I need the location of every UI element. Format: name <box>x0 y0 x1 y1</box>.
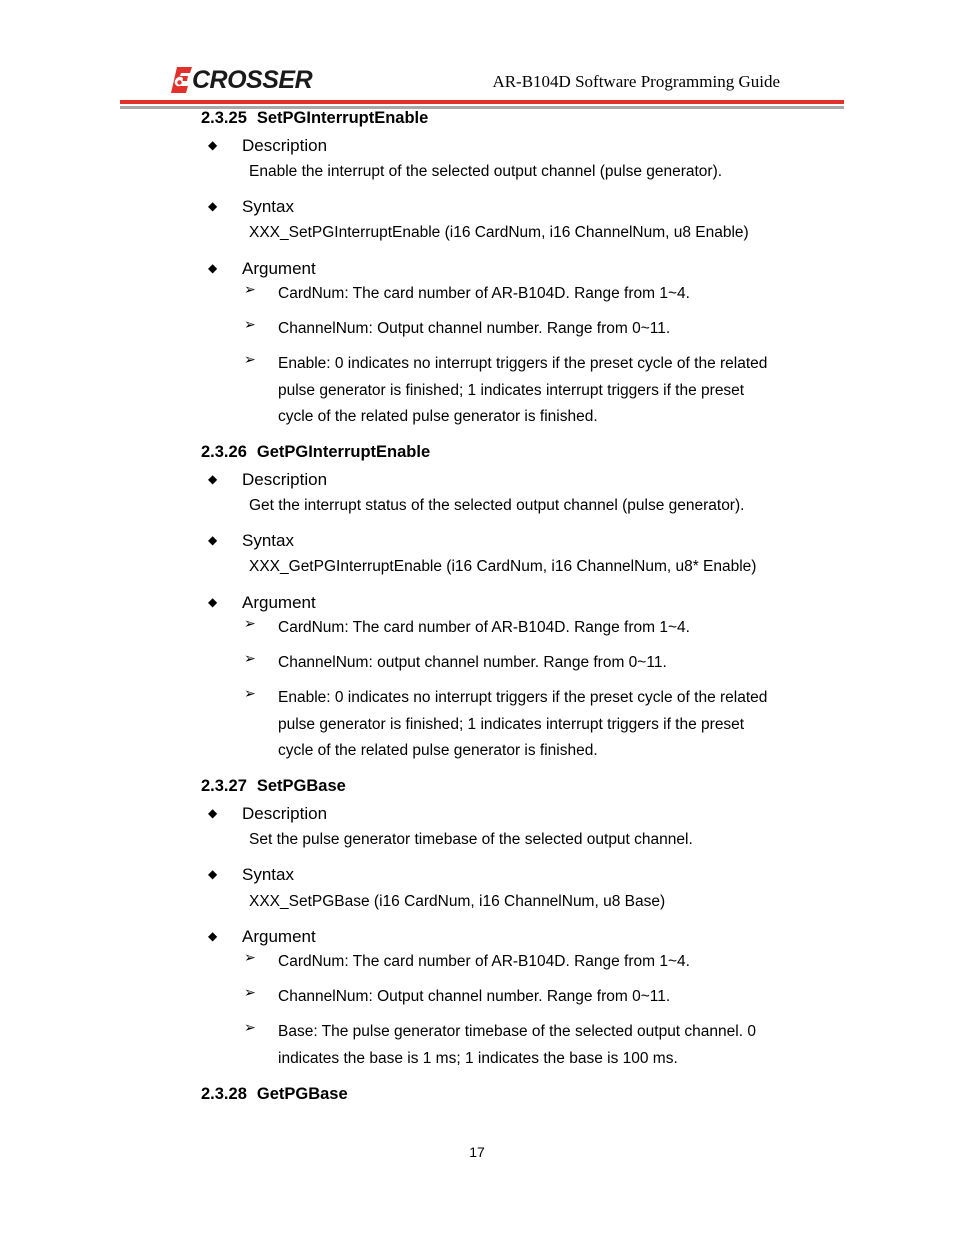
arrow-bullet-icon: ➢ <box>244 650 256 666</box>
section-title: 2.3.26 GetPGInterruptEnable <box>201 443 431 461</box>
arrow-bullet-icon: ➢ <box>244 351 256 367</box>
argument-bullet: ◆ Argument <box>208 927 316 946</box>
arrow-bullet-icon: ➢ <box>244 1019 256 1035</box>
syntax-text: XXX_SetPGInterruptEnable (i16 CardNum, i16 ChannelNum, u8 Enable) <box>249 224 749 241</box>
section-title: 2.3.28 GetPGBase <box>201 1085 348 1103</box>
description-bullet: ◆ Description <box>208 470 328 489</box>
diamond-bullet-icon: ◆ <box>208 867 218 881</box>
logo-text: CROSSER <box>192 65 313 94</box>
description-text: Set the pulse generator timebase of the selected output channel. <box>249 831 693 848</box>
description-bullet: ◆ Description <box>208 136 328 155</box>
syntax-bullet: ◆ Syntax <box>208 865 294 884</box>
section-title: 2.3.27 SetPGBase <box>201 777 346 795</box>
guide-title: AR-B104D Software Programming Guide <box>492 72 780 91</box>
description-text: Get the interrupt status of the selected output channel (pulse generator). <box>249 497 745 514</box>
diamond-bullet-icon: ◆ <box>208 138 218 152</box>
diamond-bullet-icon: ◆ <box>208 806 218 820</box>
acrosser-logo-mark-icon <box>170 65 194 95</box>
arrow-bullet-icon: ➢ <box>244 949 256 965</box>
header-rule-red <box>120 100 844 104</box>
diamond-bullet-icon: ◆ <box>208 929 218 943</box>
page-number: 17 <box>469 1144 485 1160</box>
syntax-bullet: ◆ Syntax <box>208 197 294 216</box>
arrow-bullet-icon: ➢ <box>244 281 256 297</box>
arrow-bullet-icon: ➢ <box>244 984 256 1000</box>
section-title: 2.3.25 SetPGInterruptEnable <box>201 109 429 127</box>
arrow-bullet-icon: ➢ <box>244 615 256 631</box>
diamond-bullet-icon: ◆ <box>208 261 218 275</box>
diamond-bullet-icon: ◆ <box>208 595 218 609</box>
argument-bullet: ◆ Argument <box>208 259 316 278</box>
page-header <box>0 0 954 110</box>
syntax-bullet: ◆ Syntax <box>208 531 294 550</box>
description-bullet: ◆ Description <box>208 804 328 823</box>
diamond-bullet-icon: ◆ <box>208 533 218 547</box>
syntax-text: XXX_GetPGInterruptEnable (i16 CardNum, i16 ChannelNum, u8* Enable) <box>249 558 757 575</box>
syntax-text: XXX_SetPGBase (i16 CardNum, i16 ChannelNum, u8 Base) <box>249 893 666 910</box>
diamond-bullet-icon: ◆ <box>208 472 218 486</box>
description-text: Enable the interrupt of the selected output channel (pulse generator). <box>249 163 723 180</box>
diamond-bullet-icon: ◆ <box>208 199 218 213</box>
arrow-bullet-icon: ➢ <box>244 685 256 701</box>
argument-bullet: ◆ Argument <box>208 593 316 612</box>
arrow-bullet-icon: ➢ <box>244 316 256 332</box>
acrosser-logo <box>170 63 312 97</box>
